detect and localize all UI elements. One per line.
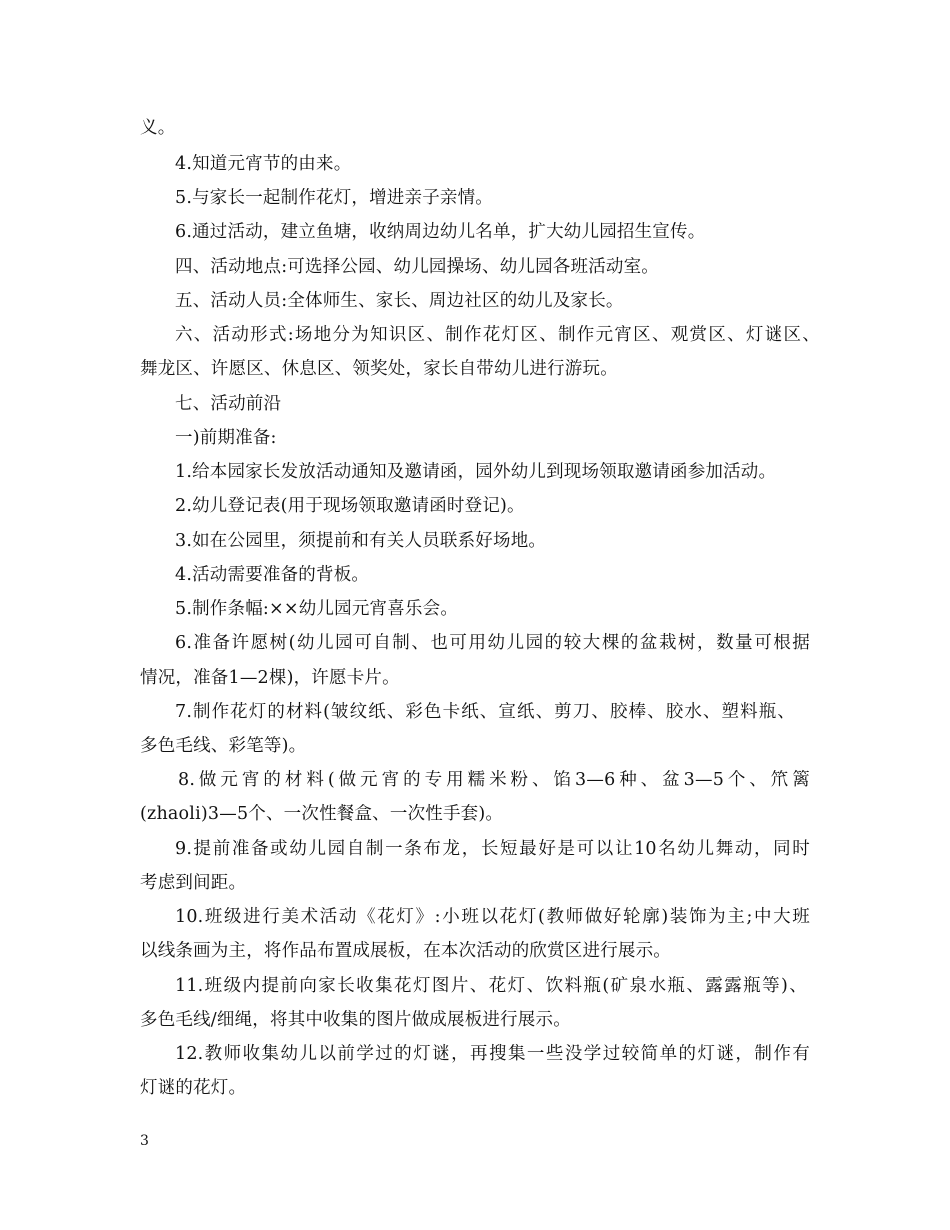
text-line: 五、活动人员:全体师生、家长、周边社区的幼儿及家长。 — [175, 291, 624, 311]
text-line: 义。 — [140, 118, 176, 138]
text-line: 12.教师收集幼儿以前学过的灯谜，再搜集一些没学过较简单的灯谜，制作有 — [175, 1044, 810, 1064]
text-line: 4.知道元宵节的由来。 — [175, 154, 352, 174]
text-line: 10.班级进行美术活动《花灯》:小班以花灯(教师做好轮廓)装饰为主;中大班 — [175, 907, 810, 927]
text-line: 1.给本园家长发放活动通知及邀请函，园外幼儿到现场领取邀请函参加活动。 — [175, 462, 777, 482]
text-line: 8.做元宵的材料(做元宵的专用糯米粉、馅3—6种、盆3—5个、笊篱 — [178, 770, 810, 790]
section-heading: 七、活动前沿 — [175, 394, 282, 414]
text-line: 舞龙区、许愿区、休息区、领奖处，家长自带幼儿进行游玩。 — [140, 359, 618, 379]
text-line: 灯谜的花灯。 — [140, 1078, 247, 1098]
text-line: (zhaoli)3—5个、一次性餐盒、一次性手套)。 — [140, 804, 504, 824]
text-line: 6.通过活动，建立鱼塘，收纳周边幼儿名单，扩大幼儿园招生宣传。 — [175, 222, 706, 242]
text-line: 6.准备许愿树(幼儿园可自制、也可用幼儿园的较大棵的盆栽树，数量可根据 — [175, 633, 810, 653]
text-line: 4.活动需要准备的背板。 — [175, 565, 370, 585]
text-line: 以线条画为主，将作品布置成展板，在本次活动的欣赏区进行展示。 — [140, 941, 671, 961]
text-line: 情况，准备1—2棵)，许愿卡片。 — [140, 668, 400, 688]
text-line: 5.制作条幅:××幼儿园元宵喜乐会。 — [175, 599, 459, 619]
text-line: 四、活动地点:可选择公园、幼儿园操场、幼儿园各班活动室。 — [175, 257, 659, 277]
text-line: 5.与家长一起制作花灯，增进亲子亲情。 — [175, 188, 493, 208]
subsection-heading: 一)前期准备: — [175, 428, 277, 448]
text-line: 7.制作花灯的材料(皱纹纸、彩色卡纸、宣纸、剪刀、胶棒、胶水、塑料瓶、 — [175, 702, 795, 722]
text-line: 多色毛线/细绳，将其中收集的图片做成展板进行展示。 — [140, 1010, 571, 1030]
text-line: 多色毛线、彩笔等)。 — [140, 736, 307, 756]
text-line: 3.如在公园里，须提前和有关人员联系好场地。 — [175, 531, 547, 551]
text-line: 2.幼儿登记表(用于现场领取邀请函时登记)。 — [175, 496, 525, 516]
page-number: 3 — [140, 1133, 149, 1149]
text-line: 六、活动形式:场地分为知识区、制作花灯区、制作元宵区、观赏区、灯谜区、 — [175, 325, 820, 345]
text-line: 11.班级内提前向家长收集花灯图片、花灯、饮料瓶(矿泉水瓶、露露瓶等)、 — [175, 976, 807, 996]
text-line: 9.提前准备或幼儿园自制一条布龙，长短最好是可以让10名幼儿舞动，同时 — [175, 839, 810, 859]
text-line: 考虑到间距。 — [140, 873, 247, 893]
